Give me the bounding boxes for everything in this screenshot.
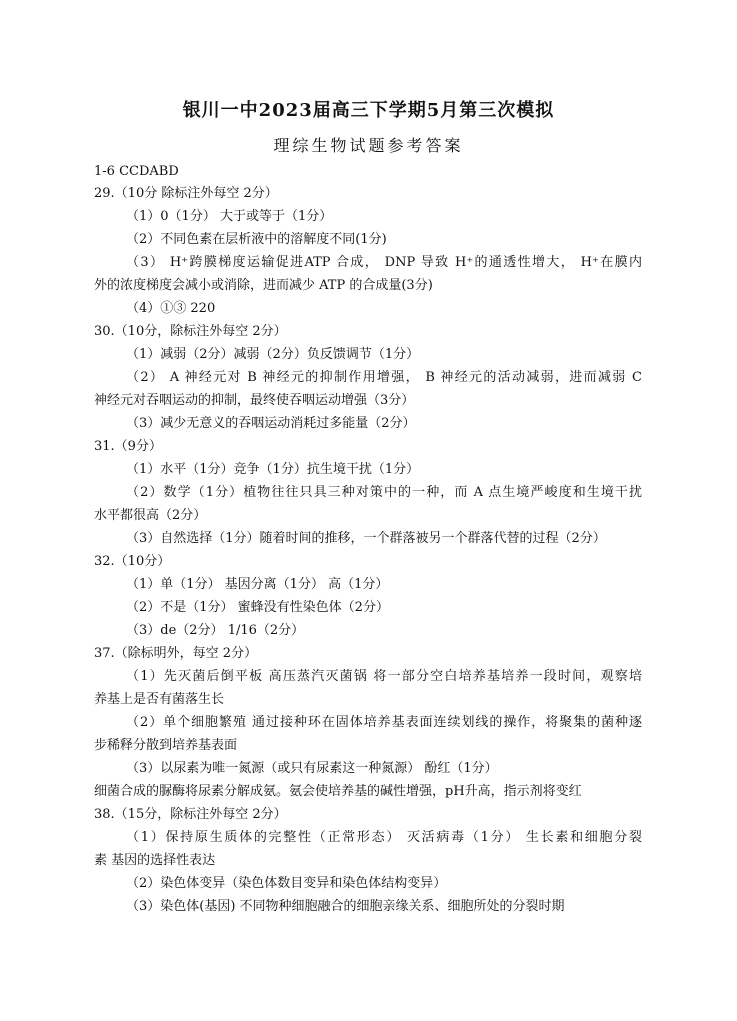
q30-answer-3: （3）减少无意义的吞咽运动消耗过多能量（2分） [126,416,416,431]
q29-answer-4: （4）①③ 220 [126,301,216,316]
q32-answer-2: （2）不是（1分） 蜜蜂没有性染色体（2分） [126,600,389,615]
q32-answer-3: （3）de（2分） 1/16（2分） [126,623,305,638]
q31-answer-2: （2）数学（1分）植物往往只具三种对策中的一种，而 A 点生境严峻度和生境干扰 [126,485,642,500]
q29-heading: 29.（10分 除标注外每空 2分） [94,186,278,201]
page-subtitle: 理综生物试题参考答案 [273,136,464,155]
q37-answer-3: （3）以尿素为唯一氮源（或只有尿素这一种氮源） 酚红（1分） [126,761,498,776]
q30-heading: 30.（10分，除标注外每空 2分） [94,324,287,339]
q37-answer-1: （1）先灭菌后倒平板 高压蒸汽灭菌锅 将一部分空白培养基培养一段时间，观察培 [126,669,642,684]
q38-answer-2: （2）染色体变异（染色体数目变异和染色体结构变异） [126,876,447,891]
q37-answer-2-cont: 步稀释分散到培养基表面 [94,738,238,753]
q31-heading: 31.（9分） [94,439,162,454]
q30-answer-1: （1）减弱（2分）减弱（2分）负反馈调节（1分） [126,347,420,362]
q38-answer-1: （1）保持原生质体的完整性（正常形态） 灭活病毒（1分） 生长素和细胞分裂 [126,830,642,845]
q31-answer-2-cont: 水平都很高（2分） [94,508,207,523]
multiple-choice-answers: 1-6 CCDABD [94,164,179,179]
q30-answer-2-cont: 神经元对吞咽运动的抑制，最终使吞咽运动增强（3分） [94,393,415,408]
q31-answer-1: （1）水平（1分）竞争（1分）抗生境干扰（1分） [126,462,420,477]
q32-answer-1: （1）单（1分） 基因分离（1分） 高（1分） [126,577,389,592]
q38-answer-1-cont: 素 基因的选择性表达 [94,853,216,868]
q37-answer-2: （2）单个细胞繁殖 通过接种环在固体培养基表面连续划线的操作，将聚集的菌种逐 [126,715,642,730]
q37-answer-1-cont: 养基上是否有菌落生长 [94,692,225,707]
q32-heading: 32.（10分） [94,554,171,569]
page-title: 银川一中2023届高三下学期5月第三次模拟 [182,100,555,121]
q37-heading: 37.（除标明外，每空 2分） [94,646,258,661]
q29-answer-1: （1）0（1分） 大于或等于（1分） [126,209,333,224]
q30-answer-2: （2） A 神经元对 B 神经元的抑制作用增强， B 神经元的活动减弱，进而减弱 C [126,370,642,385]
q38-answer-3: （3）染色体(基因) 不同物种细胞融合的细胞亲缘关系、细胞所处的分裂时期 [126,899,565,914]
q37-answer-3-cont: 细菌合成的脲酶将尿素分解成氨。氨会使培养基的碱性增强，pH升高，指示剂将变红 [94,784,582,799]
q38-heading: 38.（15分，除标注外每空 2分） [94,807,287,822]
q31-answer-3: （3）自然选择（1分）随着时间的推移，一个群落被另一个群落代替的过程（2分） [126,531,606,546]
q29-answer-3-cont: 外的浓度梯度会减小或消除，进而减少 ATP 的合成量(3分) [94,278,433,293]
q29-answer-3: （3） H⁺跨膜梯度运输促进ATP 合成， DNP 导致 H⁺的通透性增大， H⁺在膜内 [126,255,642,270]
q29-answer-2: （2）不同色素在层析液中的溶解度不同(1分) [126,232,387,247]
